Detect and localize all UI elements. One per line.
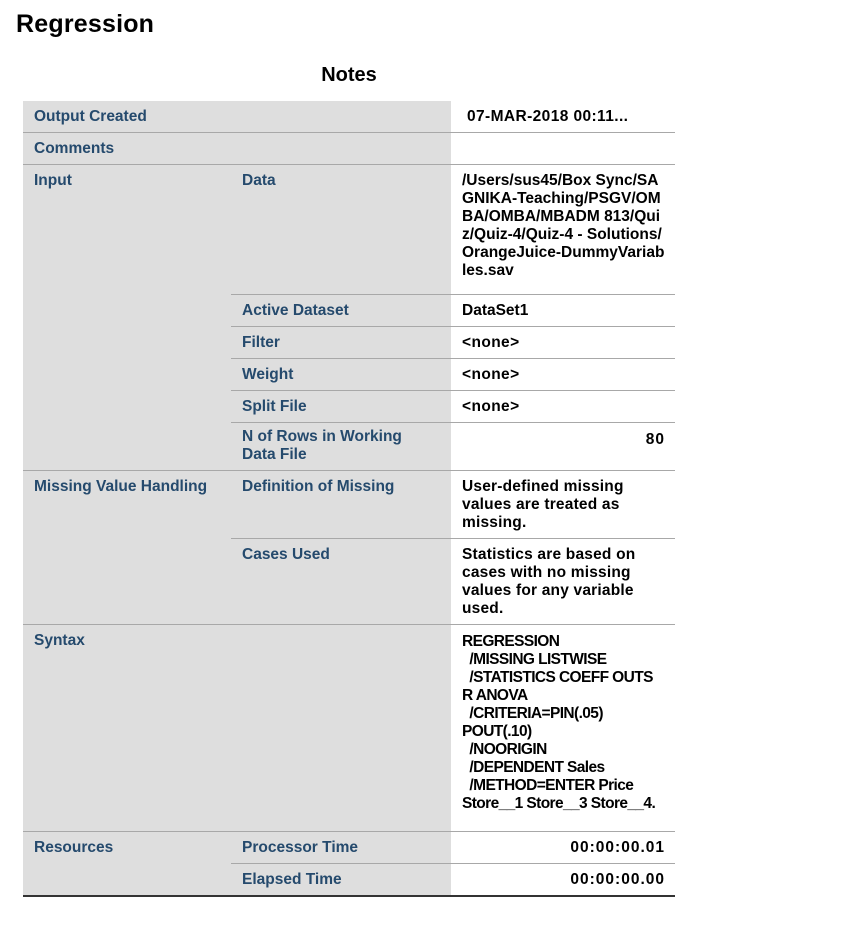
notes-table	[23, 101, 675, 897]
label-processor-time: Processor Time	[231, 832, 451, 864]
table-title: Notes	[321, 64, 377, 86]
value-definition-of-missing: User-defined missing values are treated as missing.	[451, 471, 675, 539]
value-split-file: <none>	[451, 391, 675, 423]
value-output-created: 07-MAR-2018 00:11...	[451, 101, 675, 133]
value-data: /Users/sus45/Box Sync/SAGNIKA-Teaching/PSGV/OMBA/OMBA/MBADM 813/Quiz/Quiz-4/Quiz-4 - Solutions/OrangeJuice-DummyVariables.sav	[451, 165, 675, 295]
label-output-created: Output Created	[23, 101, 451, 133]
value-comments	[451, 133, 675, 165]
row-input-data	[23, 165, 675, 295]
label-resources: Resources	[23, 832, 231, 897]
label-elapsed-time: Elapsed Time	[231, 864, 451, 897]
page-heading: Regression	[16, 10, 155, 38]
value-active-dataset: DataSet1	[451, 295, 675, 327]
label-weight: Weight	[231, 359, 451, 391]
value-processor-time: 00:00:00.01	[451, 832, 675, 864]
label-active-dataset: Active Dataset	[231, 295, 451, 327]
row-processor-time	[23, 832, 675, 864]
row-output-created	[23, 101, 675, 133]
label-split-file: Split File	[231, 391, 451, 423]
value-elapsed-time: 00:00:00.00	[451, 864, 675, 897]
label-input: Input	[23, 165, 231, 471]
label-syntax: Syntax	[23, 625, 451, 832]
label-filter: Filter	[231, 327, 451, 359]
row-comments	[23, 133, 675, 165]
label-missing-value-handling: Missing Value Handling	[23, 471, 231, 625]
label-cases-used: Cases Used	[231, 539, 451, 625]
value-cases-used: Statistics are based on cases with no missing values for any variable used.	[451, 539, 675, 625]
row-syntax	[23, 625, 675, 832]
value-weight: <none>	[451, 359, 675, 391]
value-syntax: REGRESSION /MISSING LISTWISE /STATISTICS COEFF OUTS R ANOVA /CRITERIA=PIN(.05) POUT(.10) /NOORIGIN /DEPENDENT Sales /METHOD=ENTER Price Store__1 Store__3 Store__4.	[451, 625, 675, 832]
label-definition-of-missing: Definition of Missing	[231, 471, 451, 539]
value-filter: <none>	[451, 327, 675, 359]
row-definition-of-missing	[23, 471, 675, 539]
label-n-rows: N of Rows in Working Data File	[231, 423, 451, 471]
label-comments: Comments	[23, 133, 451, 165]
value-n-rows: 80	[451, 423, 675, 471]
label-data: Data	[231, 165, 451, 295]
